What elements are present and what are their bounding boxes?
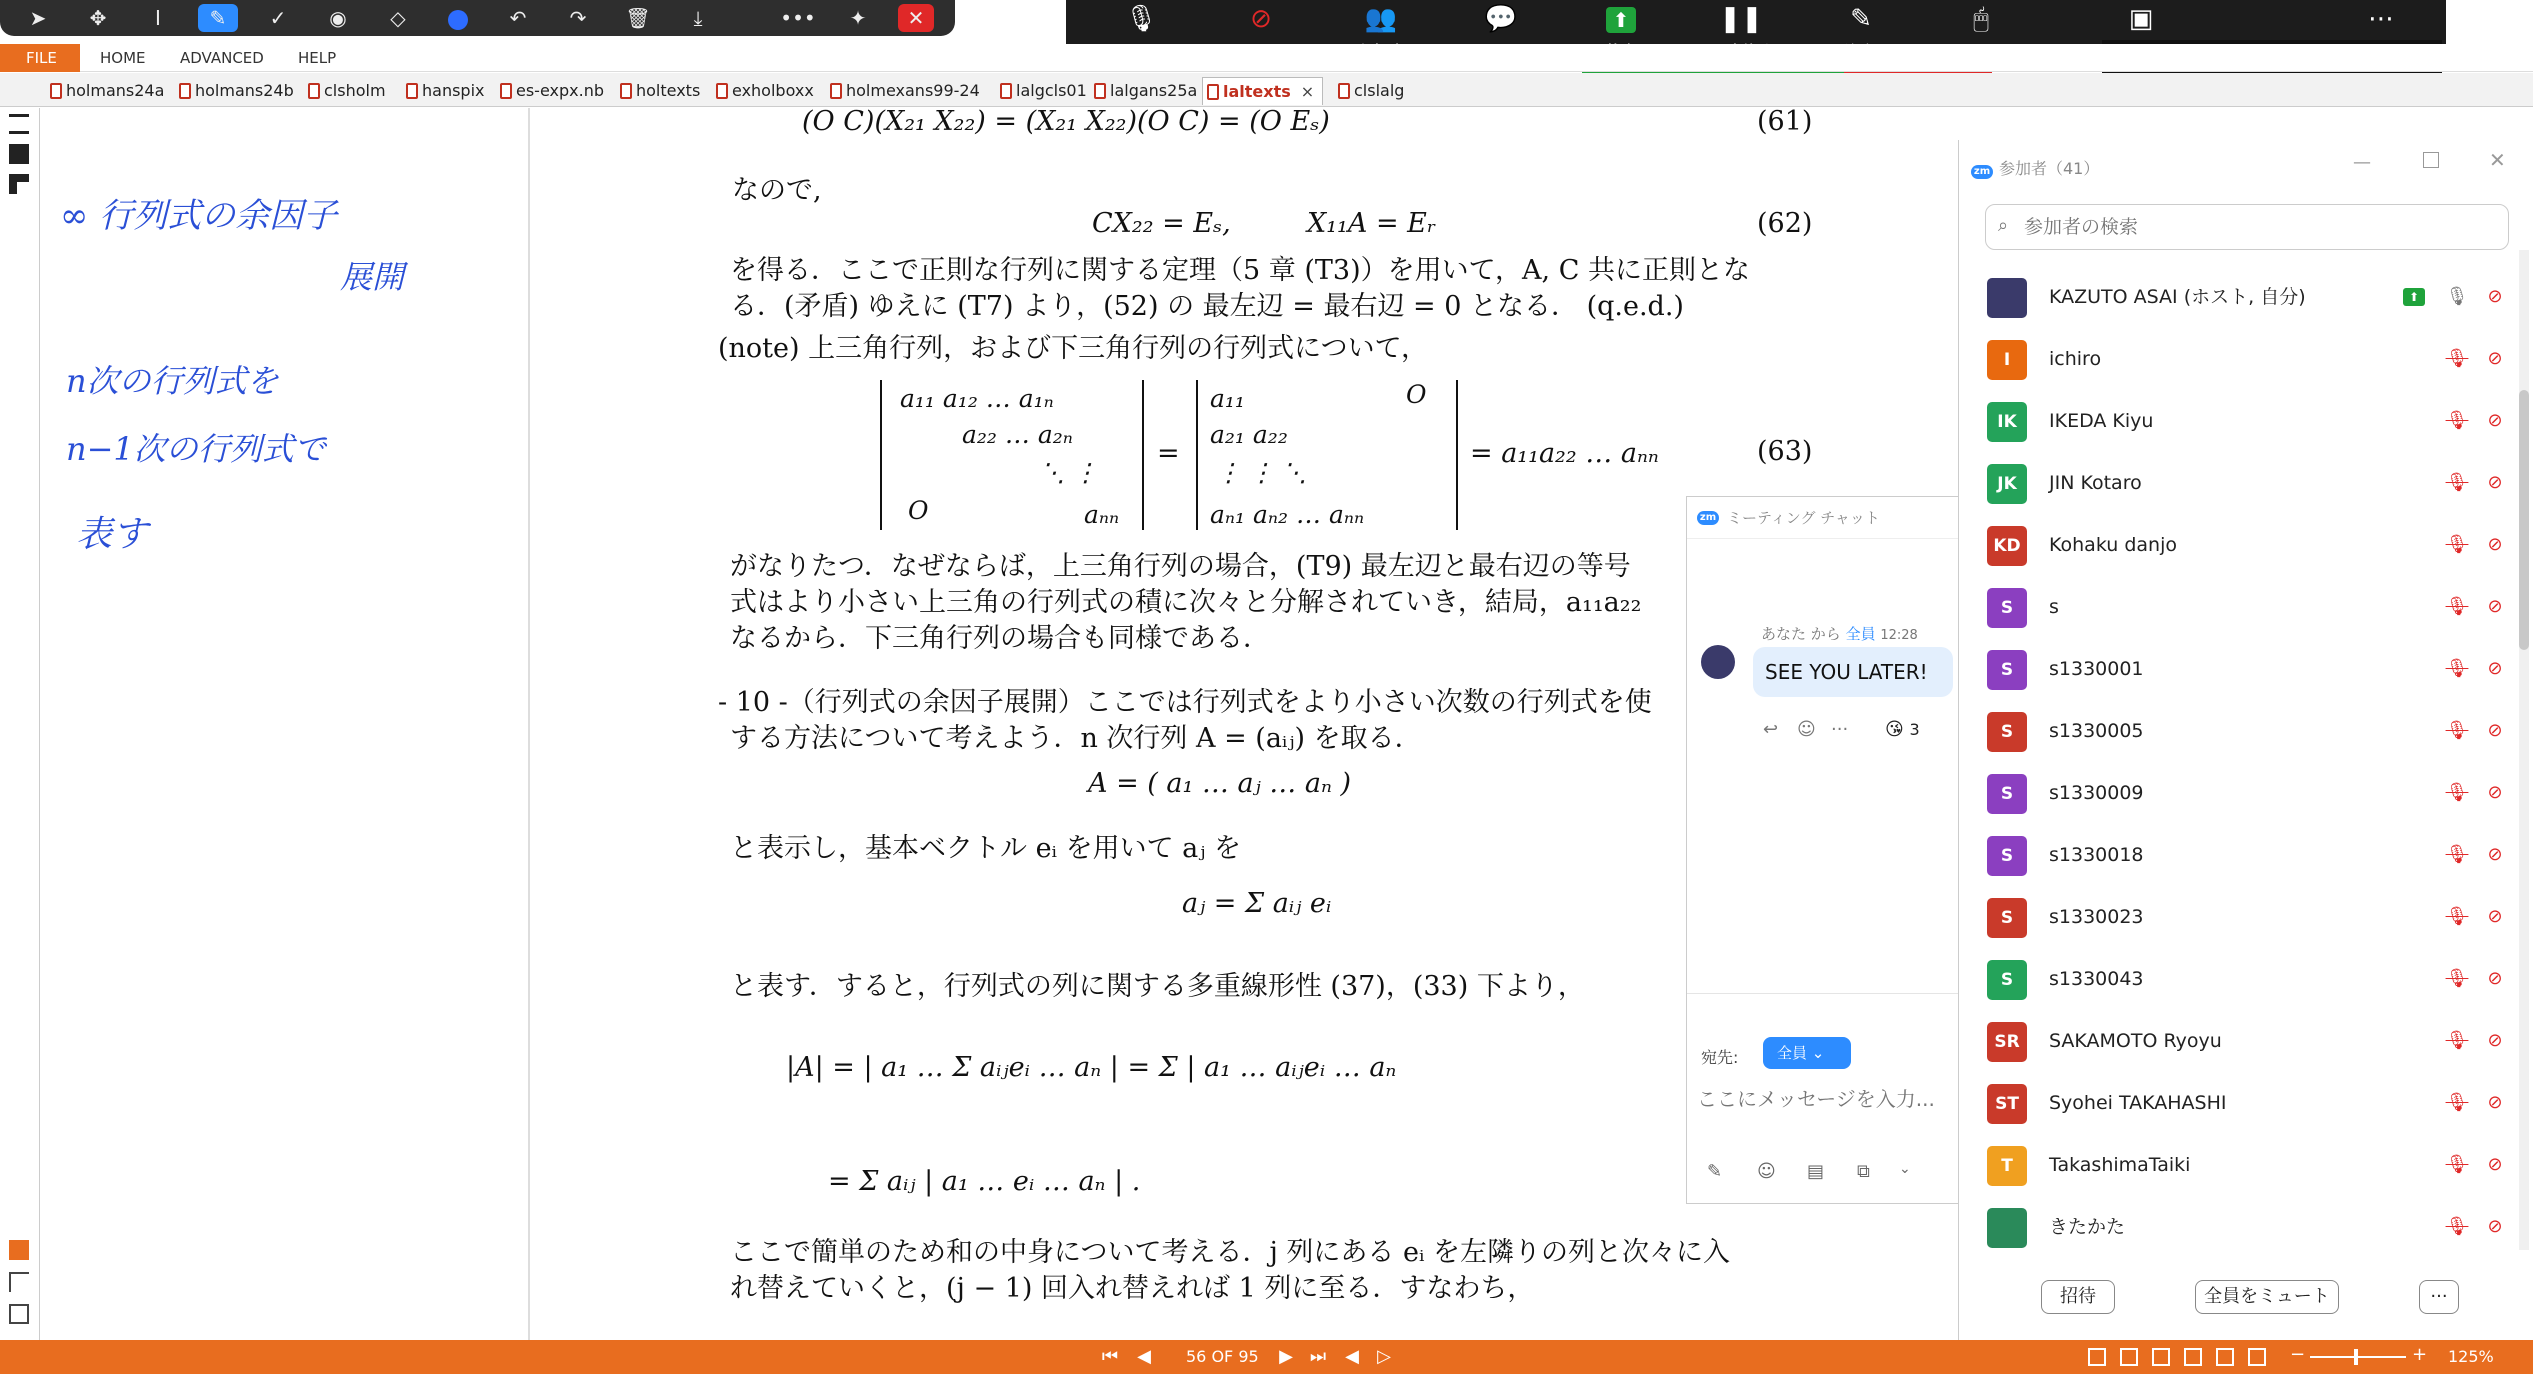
doc-tab[interactable]: holmans24b [175,77,294,105]
doc-tab[interactable]: hanspix [402,77,485,105]
zoom-slider-handle[interactable] [2354,1349,2358,1365]
microphone-muted-icon[interactable]: 🎙 [2445,1154,2469,1175]
participant-name: IKEDA Kiyu [2049,410,2154,432]
attachment-icon[interactable] [9,1240,29,1260]
participant-name: s1330043 [2049,968,2144,990]
pen-icon[interactable]: ✎ [198,4,238,32]
microphone-muted-icon[interactable]: 🎙 [2445,410,2469,431]
bookmark-icon[interactable] [9,114,29,134]
more-button[interactable]: ··· [2419,1280,2459,1314]
avatar: S [1987,898,2027,938]
equation-number: (62) [1757,208,1813,239]
fullscreen-icon[interactable] [2248,1348,2266,1366]
text-line: と表示し，基本ベクトル eᵢ を用いて aⱼ を [730,833,1241,864]
participant-row[interactable] [1959,328,2519,390]
participants-title: zm 参加者（41） [1971,156,2099,179]
reaction-emoji-icon: 😘 [1885,719,1904,740]
microphone-muted-icon[interactable]: 🎙 [2445,596,2469,617]
microphone-muted-icon[interactable]: 🎙 [2445,844,2469,865]
matrix-entry: a₂₂ … a₂ₙ [962,420,1073,449]
text-line: (note) 上三角行列，および下三角行列の行列式について， [718,333,1429,364]
participant-name: JIN Kotaro [2049,472,2142,494]
doc-tab[interactable]: holtexts [616,77,700,105]
format-icon[interactable]: ✎ [1707,1161,1723,1182]
avatar: S [1987,774,2027,814]
menu-home[interactable]: HOME [100,49,146,67]
matrix-entry: O [908,496,929,525]
matrix-entry: a₁₁ a₁₂ … a₁ₙ [900,384,1054,413]
screenshot-icon[interactable]: ⧉ [1857,1161,1870,1182]
layer-icon[interactable] [9,174,29,194]
participant-row[interactable] [1959,266,2519,328]
zoom-slider[interactable] [2310,1356,2406,1358]
matrix-entry: O [1406,380,1427,409]
text-line: る．(矛盾) ゆえに (T7) より，(52) の 最左辺 = 最右辺 = 0 となる． (q.e.d.) [730,291,1684,322]
avatar: S [1987,588,2027,628]
participant-row[interactable] [1959,452,2519,514]
back-icon[interactable]: ◀ [1345,1346,1359,1367]
pdf-icon [830,83,842,99]
participant-row[interactable] [1959,886,2519,948]
avatar: IK [1987,402,2027,442]
determinant-bar [1196,380,1198,530]
search-input[interactable] [2022,213,2492,241]
search-icon: ⌕ [1998,215,2009,236]
text-line: 式はより小さい上三角の行列式の積に次々と分解されていき，結局，a₁₁a₂₂ [730,587,1642,618]
sharing-icon: ⬆ [2403,288,2425,306]
doc-tab[interactable]: clslalg [1334,77,1404,105]
determinant-bar [1142,380,1144,530]
doc-tab[interactable]: exholboxx [712,77,814,105]
text-line: を得る．ここで正則な行列に関する定理（5 章 (T3)）を用いて，A, C 共に正則とな [730,255,1750,286]
participant-name: SAKAMOTO Ryoyu [2049,1030,2222,1052]
single-page-view-icon[interactable] [2088,1348,2106,1366]
participant-name: s1330009 [2049,782,2144,804]
continuous-facing-view-icon[interactable] [2184,1348,2202,1366]
mouse-icon: 🖱 [1973,4,1989,34]
pdf-icon [620,83,632,99]
check-icon[interactable]: ✓ [269,6,287,30]
mute-all-button[interactable]: 全員をミュート [2195,1280,2339,1314]
matrix-entry: a₁₁ [1210,384,1245,413]
redo-icon[interactable]: ↷ [569,6,587,30]
participant-row[interactable] [1959,1010,2519,1072]
microphone-muted-icon[interactable]: 🎙 [2445,720,2469,741]
avatar [1987,278,2027,318]
equation: X₁₁A = Eᵣ [1307,208,1437,239]
equation: aⱼ = Σ aᵢⱼ eᵢ [1182,888,1332,919]
split-view-icon[interactable] [2216,1348,2234,1366]
chevron-down-icon[interactable]: ⌄ [1899,1161,1911,1177]
more-icon[interactable]: ··· [1831,719,1849,740]
move-icon[interactable]: ✥ [89,6,107,30]
participant-name: きたかた [2049,1216,2126,1238]
zoom-logo-icon: zm [1697,511,1719,525]
video-off-icon[interactable]: ⊘ [2487,286,2503,307]
participant-name: s [2049,596,2059,618]
avatar: ST [1987,1084,2027,1124]
divider [1687,993,1959,994]
file-icon[interactable]: ▤ [1807,1161,1825,1182]
microphone-muted-icon[interactable]: 🎙 [2445,1216,2469,1237]
handwritten-note: 展開 [340,258,405,296]
avatar: S [1987,836,2027,876]
close-icon[interactable]: ✕ [2489,148,2506,172]
text-line: ここで簡単のため和の中身について考える．j 列にある eᵢ を左隣りの列と次々に入 [730,1237,1730,1268]
pdf-icon [179,83,191,99]
determinant-bar [880,380,882,530]
reader-status-bar [0,1340,2533,1374]
comment-icon[interactable] [9,1272,29,1292]
menu-help[interactable]: HELP [298,49,337,67]
participant-row[interactable] [1959,700,2519,762]
invite-button[interactable]: 招待 [2041,1280,2115,1314]
matrix-entry: ⋱ ⋮ [1040,458,1098,487]
left-tool-rail [0,108,40,1340]
next-page-icon[interactable]: ▶ [1279,1346,1293,1367]
emoji-react-icon[interactable]: ☺ [1797,719,1816,740]
participant-name: s1330018 [2049,844,2144,866]
page-indicator[interactable]: 56 OF 95 [1186,1347,1259,1366]
video-off-icon: ⊘ [1250,4,1272,34]
equation: CX₂₂ = Eₛ, [1092,208,1231,239]
page-icon[interactable] [9,144,29,164]
participant-row[interactable] [1959,390,2519,452]
participant-row[interactable] [1959,576,2519,638]
reader-menu-bar [0,44,2533,72]
text-line: なるから．下三角行列の場合も同様である． [730,623,1270,654]
chat-title: zm ミーティング チャット [1687,497,1959,539]
last-page-icon[interactable]: ⏭ [1309,1346,1327,1367]
participants-icon: 👥 [1364,4,1398,34]
tab-close-icon[interactable]: × [1300,82,1315,101]
equation: A = ( a₁ … aⱼ … aₙ ) [1088,768,1352,799]
text-line: れ替えていくと，(j − 1) 回入れ替えれば 1 列に至る．すなわち， [730,1273,1535,1304]
continuous-view-icon[interactable] [2120,1348,2138,1366]
trash-icon[interactable]: 🗑 [625,6,651,30]
participant-row[interactable] [1959,1072,2519,1134]
first-page-icon[interactable]: ⏮ [1101,1346,1119,1367]
participant-name: s1330005 [2049,720,2144,742]
microphone-muted-icon[interactable]: 🎙 [2445,348,2469,369]
color-dot-icon[interactable] [438,4,478,32]
matrix-entry: a₂₁ a₂₂ [1210,420,1288,449]
avatar: S [1987,960,2027,1000]
menu-advanced[interactable]: ADVANCED [180,49,264,67]
avatar: I [1987,340,2027,380]
handwritten-note: ∞ 行列式の余因子 [60,196,338,236]
video-off-icon[interactable]: ⊘ [2487,472,2503,493]
microphone-muted-icon[interactable]: 🎙 [2445,1092,2469,1113]
properties-icon[interactable] [9,1304,29,1324]
video-off-icon[interactable]: ⊘ [2487,348,2503,369]
participant-search[interactable] [1985,204,2509,250]
pdf-icon [308,83,320,99]
doc-tab[interactable]: holmexans99-24 [826,77,980,105]
participant-name: ichiro [2049,348,2102,370]
stamp-icon[interactable]: ◉ [329,6,347,30]
doc-tab[interactable]: lalgans25a [1090,77,1197,105]
video-off-icon[interactable]: ⊘ [2487,720,2503,741]
avatar [1701,645,1735,679]
text-line: する方法について考えよう．n 次行列 A = (aᵢⱼ) を取る． [730,723,1422,754]
scrollbar-thumb[interactable] [2519,390,2529,650]
pdf-icon [1094,83,1106,99]
annotation-page [40,108,530,1340]
annotation-toolbar [0,0,955,36]
avatar: S [1987,650,2027,690]
doc-tab[interactable]: clsholm [304,77,386,105]
microphone-muted-icon[interactable]: 🎙 [2445,906,2469,927]
pdf-icon [406,83,418,99]
equation: |A| = | a₁ … Σ aᵢⱼeᵢ … aₙ | = Σ | a₁ … aᵢⱼeᵢ … aₙ [786,1052,1397,1083]
avatar [1987,1208,2027,1248]
participant-name: s1330023 [2049,906,2144,928]
minimize-icon[interactable]: — [2353,152,2371,173]
video-off-icon[interactable]: ⊘ [2487,1216,2503,1237]
facing-view-icon[interactable] [2152,1348,2170,1366]
participant-row[interactable] [1959,824,2519,886]
zoom-out-icon[interactable]: − [2290,1344,2306,1365]
doc-tab[interactable]: holmans24a [46,77,164,105]
matrix-entry: aₙ₁ aₙ₂ … aₙₙ [1210,500,1365,529]
maximize-icon[interactable] [2423,152,2439,168]
microphone-muted-icon[interactable]: 🎙 [2445,658,2469,679]
video-off-icon[interactable]: ⊘ [2487,658,2503,679]
equals-sign: = [1157,438,1180,469]
chat-message-meta: あなた から 全員 12:28 [1761,625,1918,643]
microphone-muted-icon[interactable]: 🎙 [2445,1030,2469,1051]
chat-icon: 💬 [1484,4,1518,34]
more-icon: ⋯ [2368,4,2394,34]
scrollbar[interactable] [2519,250,2529,1250]
undo-icon[interactable]: ↶ [509,6,527,30]
annotate-icon: ✎ [1850,4,1872,34]
pdf-icon [716,83,728,99]
equation: = a₁₁a₂₂ … aₙₙ [1470,438,1659,469]
zoom-level[interactable]: 125% [2448,1347,2494,1366]
share-screen-icon: ⬆ [1606,7,1636,33]
video-off-icon[interactable]: ⊘ [2487,1154,2503,1175]
participant-name: KAZUTO ASAI (ホスト, 自分) [2049,286,2306,308]
doc-tab[interactable]: lalgcls01 [996,77,1087,105]
recipient-select[interactable]: 全員 ⌄ [1763,1037,1851,1069]
person-frame-icon: ▣ [2128,4,2154,34]
laser-icon[interactable]: ✦ [849,6,867,30]
participant-name: s1330001 [2049,658,2144,680]
pdf-icon [1000,83,1012,99]
participant-name: TakashimaTaiki [2049,1154,2191,1176]
participant-row[interactable] [1959,1134,2519,1196]
video-off-icon[interactable]: ⊘ [2487,1092,2503,1113]
video-off-icon[interactable]: ⊘ [2487,968,2503,989]
participant-row[interactable] [1959,1196,2519,1258]
pause-icon: ❚❚ [1719,4,1763,34]
matrix-fragment: (O C)(X₂₁ X₂₂) = (X₂₁ X₂₂)(O C) = (O Eₛ) [802,106,1330,137]
video-off-icon[interactable]: ⊘ [2487,534,2503,555]
handwritten-note: 表す [76,514,149,555]
to-label: 宛先: [1701,1048,1739,1067]
participant-row[interactable] [1959,948,2519,1010]
participant-name: Kohaku danjo [2049,534,2177,556]
matrix-entry: ⋮ ⋮ ⋱ [1216,458,1307,487]
text-line: がなりたつ．なぜならば，上三角行列の場合，(T9) 最左辺と最右辺の等号 [730,551,1631,582]
reply-icon[interactable]: ↩ [1763,719,1779,740]
participant-row[interactable] [1959,762,2519,824]
forward-icon[interactable]: ▷ [1377,1346,1391,1367]
video-off-icon[interactable]: ⊘ [2487,906,2503,927]
text-icon[interactable]: I [155,6,161,30]
text-line: と表す．すると，行列式の列に関する多重線形性 (37)，(33) 下より， [730,971,1585,1002]
chat-message[interactable]: SEE YOU LATER! [1753,647,1953,697]
microphone-muted-icon[interactable]: 🎙 [2445,968,2469,989]
participants-panel [1958,140,2533,1340]
video-off-icon[interactable]: ⊘ [2487,1030,2503,1051]
section-heading: - 10 -（行列式の余因子展開）ここでは行列式をより小さい次数の行列式を使 [718,687,1652,718]
participant-row[interactable] [1959,638,2519,700]
chevron-down-icon: ⌄ [1811,1044,1825,1062]
avatar: S [1987,712,2027,752]
microphone-icon: 🎙 [1124,4,1158,34]
matrix-entry: aₙₙ [1084,500,1120,529]
video-off-icon[interactable]: ⊘ [2487,410,2503,431]
video-off-icon[interactable]: ⊘ [2487,844,2503,865]
prev-page-icon[interactable]: ◀ [1137,1346,1151,1367]
avatar: JK [1987,464,2027,504]
pdf-icon [50,83,62,99]
video-off-icon[interactable]: ⊘ [2487,596,2503,617]
avatar: SR [1987,1022,2027,1062]
document-tabs [0,73,2533,107]
reaction-badge[interactable]: 😘 3 [1885,719,1920,740]
equation-number: (61) [1757,106,1813,137]
save-icon[interactable]: ⤓ [693,6,703,30]
chat-input[interactable] [1695,1079,1951,1119]
handwritten-note: n次の行列式を [66,362,279,400]
participant-name: Syohei TAKAHASHI [2049,1092,2227,1114]
pdf-icon [1207,84,1219,100]
eraser-icon[interactable]: ◇ [390,6,406,30]
cursor-icon[interactable]: ➤ [29,6,47,30]
meeting-chat-panel [1686,496,1960,1204]
zoom-in-icon[interactable]: + [2412,1344,2428,1365]
zoom-logo-icon: zm [1971,165,1993,179]
microphone-muted-icon[interactable]: 🎙 [2445,472,2469,493]
pdf-icon [500,83,512,99]
microphone-muted-icon[interactable]: 🎙 [2445,534,2469,555]
menu-file[interactable]: FILE [0,44,80,72]
close-icon[interactable]: ✕ [898,4,934,32]
handwritten-note: n−1次の行列式で [66,430,326,468]
equation-number: (63) [1757,436,1813,467]
avatar: KD [1987,526,2027,566]
doc-tab[interactable]: es-expx.nb [496,77,604,105]
equation: = Σ aᵢⱼ | a₁ … eᵢ … aₙ | . [828,1166,1141,1197]
microphone-icon[interactable]: 🎙 [2445,286,2469,307]
determinant-bar [1456,380,1458,530]
emoji-icon[interactable]: ☺ [1757,1161,1776,1182]
more-icon[interactable]: ••• [780,6,816,30]
participant-row[interactable] [1959,514,2519,576]
doc-tab-active[interactable]: laltexts × [1202,77,1323,105]
microphone-muted-icon[interactable]: 🎙 [2445,782,2469,803]
text-line: なので, [732,175,822,206]
avatar: T [1987,1146,2027,1186]
video-off-icon[interactable]: ⊘ [2487,782,2503,803]
pdf-icon [1338,83,1350,99]
